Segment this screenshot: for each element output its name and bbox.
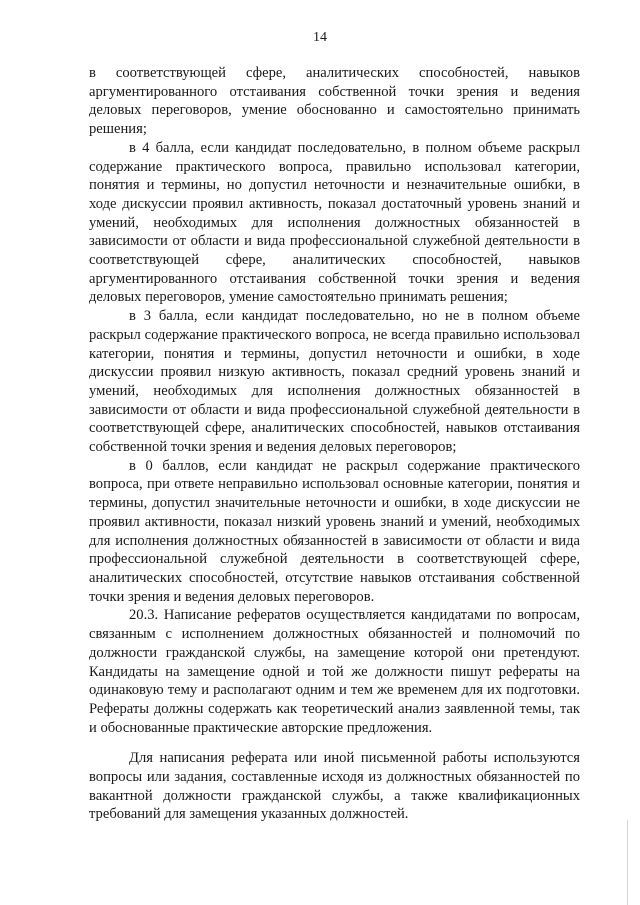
- paragraph-essay-questions: Для написания реферата или иной письменной работы используются вопросы или задания, составленные исходя из должностных обязанностей по вакантной должности гражданской службы, а также квалификационных требований для замещения указанных должностей.: [89, 750, 580, 823]
- paragraph-score-0: в 0 баллов, если кандидат не раскрыл содержание практического вопроса, при ответе неправильно использовал основные категории, понятия и термины, допустил значительные неточности и ошибки, в ходе дискуссии не проявил активности, показал низкий уровень знаний и умений, необходимых для исполнения должностных обязанностей в зависимости от области и вида профессиональной служебной деятельности в соответствующей сфере, аналитических способностей, отсутствие навыков отстаивания собственной точки зрения и ведения деловых переговоров.: [89, 457, 580, 605]
- scan-edge-line: [627, 820, 628, 905]
- paragraph-score-3: в 3 балла, если кандидат последовательно, но не в полном объеме раскрыл содержание практического вопроса, не всегда правильно использовал категории, понятия и термины, допустил неточности и ошибки, в ходе дискуссии проявил низкую активность, показал средний уровень знаний и умений, необходимых для исполнения должностных обязанностей в зависимости от области и вида профессиональной служебной деятельности в соответствующей сфере, аналитических способностей, навыков отстаивания собственной точки зрения и ведения деловых переговоров;: [89, 308, 580, 456]
- page-number: 14: [313, 30, 327, 45]
- paragraph-score-4: в 4 балла, если кандидат последовательно, в полном объеме раскрыл содержание практического вопроса, правильно использовал категории, понятия и термины, но допустил неточности и незначительные ошибки, в ходе дискуссии проявил активность, показал достаточный уровень знаний и умений, необходимых для исполнения должностных обязанностей в зависимости от области и вида профессиональной служебной деятельности в соответствующей сфере, аналитических способностей, навыков аргументированного отстаивания собственной точки зрения и ведения деловых переговоров, умение самостоятельно принимать решения;: [89, 139, 580, 306]
- paragraph-continuation: в соответствующей сфере, аналитических способностей, навыков аргументированного отстаивания собственной точки зрения и ведения деловых переговоров, умение обоснованно и самостоятельно принимать решения;: [89, 65, 580, 138]
- paragraph-section-20-3: 20.3. Написание рефератов осуществляется кандидатами по вопросам, связанным с исполнением должностных обязанностей и полномочий по должности гражданской службы, на замещение которой они претендуют. Кандидаты на замещение одной и той же должности пишут рефераты на одинаковую тему и располагают одним и тем же временем для их подготовки. Рефераты должны содержать как теоретический анализ заявленной темы, так и обоснованные практические авторские предложения.: [89, 607, 580, 736]
- document-body: [89, 64, 580, 824]
